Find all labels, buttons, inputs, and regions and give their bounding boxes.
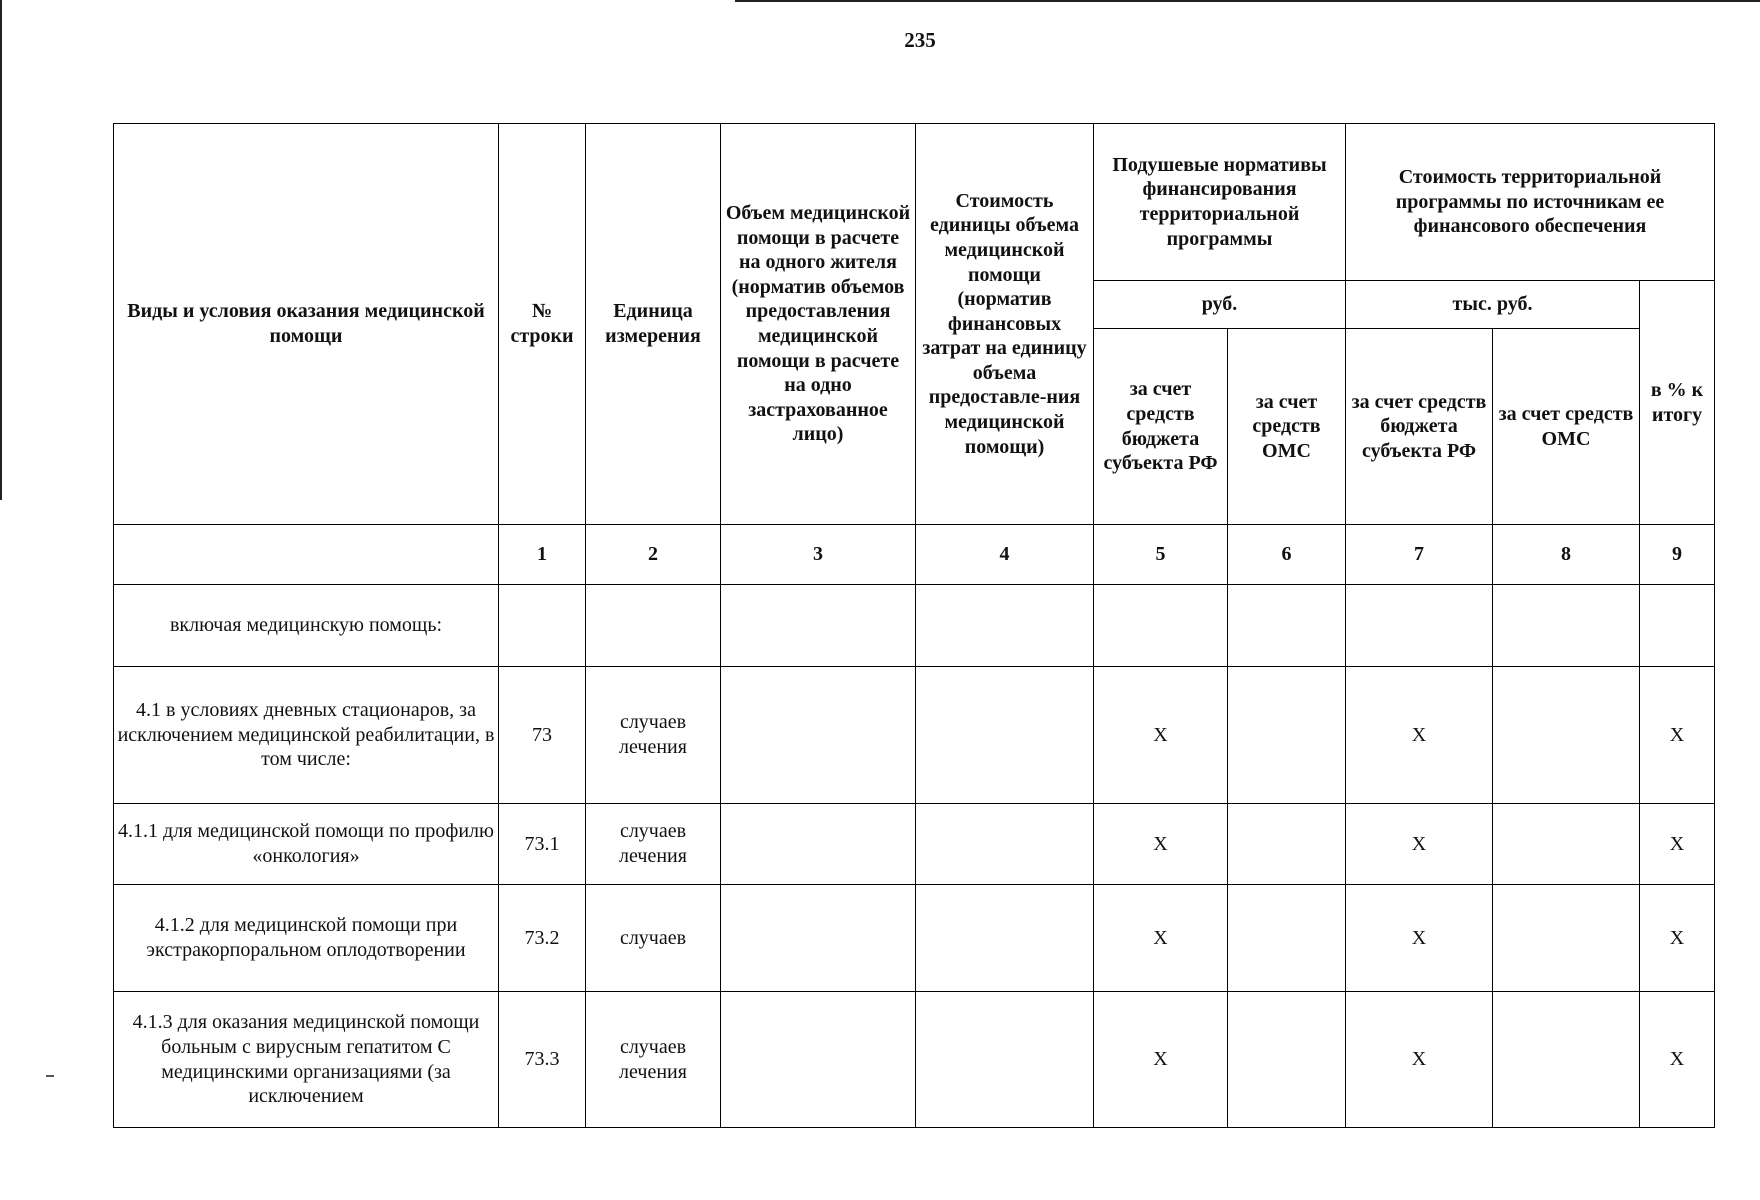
table-row xyxy=(114,667,1715,804)
column-number-cell: 5 xyxy=(1094,525,1228,585)
table-row xyxy=(114,804,1715,885)
header-volume: Объем медицинской помощи в расчете на одного жителя (норматив объемов предоставления медицинской помощи в расчете на одно застрахованное лицо) xyxy=(721,124,916,525)
row-name: 4.1.3 для оказания медицинской помощи больным с вирусным гепатитом С медицинскими организациями (за исключением xyxy=(114,992,499,1128)
row-cost-budget: X xyxy=(1346,992,1493,1128)
row-name: 4.1 в условиях дневных стационаров, за исключением медицинской реабилитации, в том числе: xyxy=(114,667,499,804)
row-per-capita-oms xyxy=(1228,585,1346,667)
header-unit-cost: Стоимость единицы объема медицинской помощи (норматив финансовых затрат на единицу объема предоставле-ния медицинской помощи) xyxy=(916,124,1094,525)
column-number-cell: 1 xyxy=(499,525,586,585)
header-unit-rub: руб. xyxy=(1094,281,1346,329)
scan-edge-left xyxy=(0,0,2,500)
row-per-capita-budget xyxy=(1094,585,1228,667)
row-per-capita-budget: X xyxy=(1094,804,1228,885)
row-unit: случаев лечения xyxy=(586,667,721,804)
row-number xyxy=(499,585,586,667)
column-number-cell: 2 xyxy=(586,525,721,585)
header-unit-thousand-rub: тыс. руб. xyxy=(1346,281,1640,329)
row-unit-cost xyxy=(916,992,1094,1128)
row-percent-total: X xyxy=(1640,667,1715,804)
row-number: 73.2 xyxy=(499,885,586,992)
page-number: 235 xyxy=(904,28,936,52)
row-name: 4.1.1 для медицинской помощи по профилю «онкология» xyxy=(114,804,499,885)
row-percent-total: X xyxy=(1640,885,1715,992)
row-percent-total: X xyxy=(1640,804,1715,885)
scan-edge-top xyxy=(735,0,1760,2)
row-number: 73.1 xyxy=(499,804,586,885)
row-per-capita-budget: X xyxy=(1094,667,1228,804)
header-cost-budget: за счет средств бюджета субъекта РФ xyxy=(1346,329,1493,525)
column-number-cell: 7 xyxy=(1346,525,1493,585)
row-per-capita-budget: X xyxy=(1094,992,1228,1128)
row-per-capita-oms xyxy=(1228,667,1346,804)
row-cost-oms xyxy=(1493,667,1640,804)
header-per-capita-group: Подушевые нормативы финансирования территориальной программы xyxy=(1094,124,1346,281)
row-number: 73 xyxy=(499,667,586,804)
table-row xyxy=(114,885,1715,992)
header-unit: Единица измерения xyxy=(586,124,721,525)
row-unit-cost xyxy=(916,585,1094,667)
column-number-cell: 8 xyxy=(1493,525,1640,585)
row-per-capita-budget: X xyxy=(1094,885,1228,992)
row-per-capita-oms xyxy=(1228,992,1346,1128)
row-cost-budget: X xyxy=(1346,804,1493,885)
row-percent-total xyxy=(1640,585,1715,667)
row-name: включая медицинскую помощь: xyxy=(114,585,499,667)
row-volume xyxy=(721,885,916,992)
row-unit: случаев лечения xyxy=(586,992,721,1128)
row-number: 73.3 xyxy=(499,992,586,1128)
table-row xyxy=(114,992,1715,1128)
row-cost-oms xyxy=(1493,885,1640,992)
scan-speck xyxy=(46,1075,54,1077)
row-volume xyxy=(721,992,916,1128)
row-volume xyxy=(721,804,916,885)
header-per-capita-oms: за счет средств ОМС xyxy=(1228,329,1346,525)
header-cost-oms: за счет средств ОМС xyxy=(1493,329,1640,525)
program-cost-table xyxy=(113,123,1715,1128)
column-number-cell: 6 xyxy=(1228,525,1346,585)
row-unit-cost xyxy=(916,667,1094,804)
header-percent-total: в % к итогу xyxy=(1640,281,1715,525)
header-care-types: Виды и условия оказания медицинской помощи xyxy=(114,124,499,525)
row-cost-oms xyxy=(1493,992,1640,1128)
header-per-capita-budget: за счет средств бюджета субъекта РФ xyxy=(1094,329,1228,525)
column-number-cell: 4 xyxy=(916,525,1094,585)
row-cost-budget: X xyxy=(1346,885,1493,992)
row-volume xyxy=(721,667,916,804)
row-cost-budget xyxy=(1346,585,1493,667)
row-unit xyxy=(586,585,721,667)
header-row-number: № строки xyxy=(499,124,586,525)
table-row xyxy=(114,585,1715,667)
row-cost-oms xyxy=(1493,585,1640,667)
row-volume xyxy=(721,585,916,667)
row-percent-total: X xyxy=(1640,992,1715,1128)
header-program-cost-group: Стоимость территориальной программы по источникам ее финансового обеспечения xyxy=(1346,124,1715,281)
column-number-cell: 3 xyxy=(721,525,916,585)
row-unit: случаев xyxy=(586,885,721,992)
row-per-capita-oms xyxy=(1228,885,1346,992)
row-name: 4.1.2 для медицинской помощи при экстракорпоральном оплодотворении xyxy=(114,885,499,992)
row-unit-cost xyxy=(916,804,1094,885)
row-unit: случаев лечения xyxy=(586,804,721,885)
row-cost-oms xyxy=(1493,804,1640,885)
row-cost-budget: X xyxy=(1346,667,1493,804)
column-number-cell xyxy=(114,525,499,585)
column-number-cell: 9 xyxy=(1640,525,1715,585)
row-unit-cost xyxy=(916,885,1094,992)
row-per-capita-oms xyxy=(1228,804,1346,885)
